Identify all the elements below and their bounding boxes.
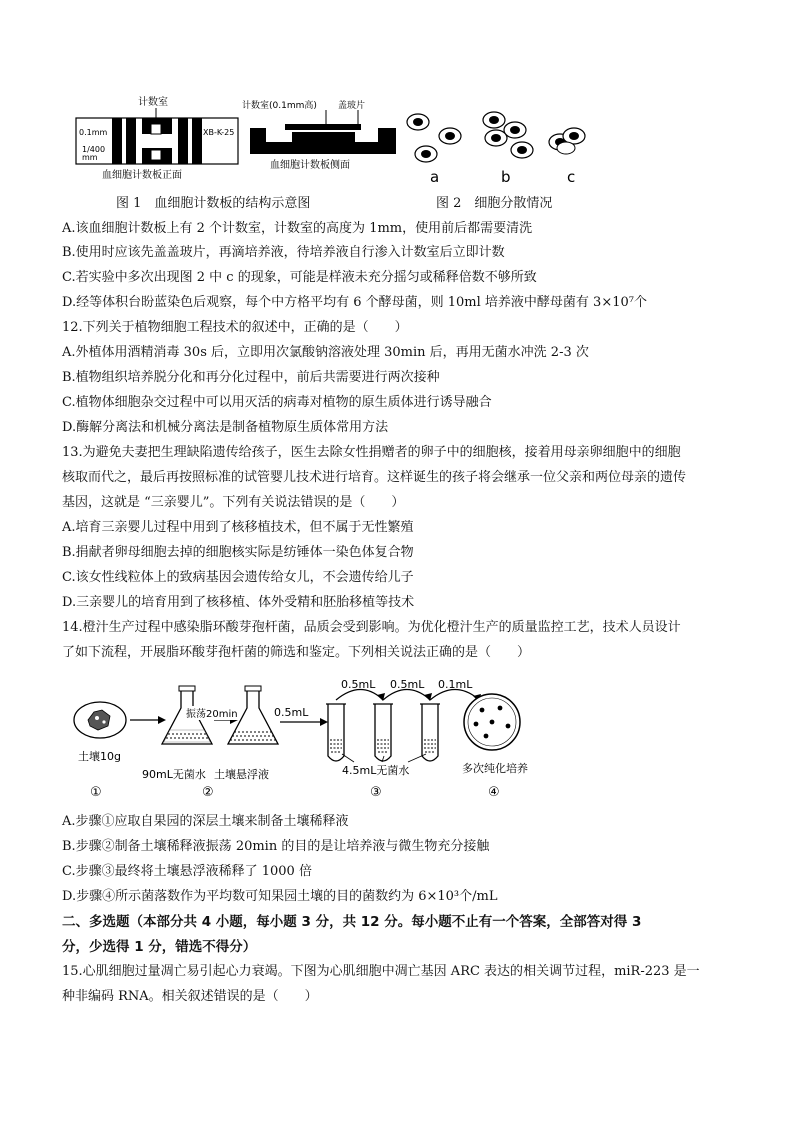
cell-dispersion-b	[483, 112, 533, 158]
label-suspension: 土壤悬浮液	[214, 768, 269, 781]
label-shake: 振荡20min	[186, 709, 238, 720]
section-2-title-line-1: 二、多选题（本部分共 4 小题，每小题 3 分，共 12 分。每小题不止有一个答案，全部答对得 3	[62, 914, 642, 930]
q14-stem-line-1: 14.橙汁生产过程中感染脂环酸芽孢杆菌，品质会受到影响。为优化橙汁生产的质量监控工艺，技术人员设计	[62, 620, 681, 635]
step-3-label: ③	[370, 785, 382, 800]
label-b: b	[501, 168, 511, 186]
step-4-label: ④	[488, 785, 500, 800]
q11-option-b: B.使用时应该先盖盖玻片，再滴培养液，待培养液自行渗入计数室后立即计数	[62, 245, 505, 260]
q12-stem: 12.下列关于植物细胞工程技术的叙述中，正确的是（ ）	[62, 320, 408, 335]
label-count-room-side: 计数室(0.1mm高)	[242, 101, 317, 111]
label-model: XB-K-25	[203, 128, 235, 137]
q12-option-b: B.植物组织培养脱分化和再分化过程中，前后共需要进行两次接种	[62, 370, 440, 385]
label-coverslip: 盖玻片	[338, 101, 366, 111]
step-2-label: ②	[202, 785, 214, 800]
q13-option-b: B.捐献者卵母细胞去掉的细胞核实际是纺锤体一染色体复合物	[62, 545, 414, 560]
q15-stem-line-1: 15.心肌细胞过量凋亡易引起心力衰竭。下图为心肌细胞中凋亡基因 ARC 表达的相关调节过程，miR-223 是一	[62, 964, 700, 979]
q11-option-a: A.该血细胞计数板上有 2 个计数室，计数室的高度为 1mm，使用前后都需要清洗	[62, 221, 533, 236]
q13-option-a: A.培育三亲婴儿过程中用到了核移植技术，但不属于无性繁殖	[62, 520, 414, 535]
label-01mm: 0.1mm	[79, 128, 108, 137]
q14-option-c: C.步骤③最终将土壤悬浮液稀释了 1000 倍	[62, 864, 312, 879]
q13-stem-line-2: 核取而代之，最后再按照标准的试管婴儿技术进行培育。这样诞生的孩子将会继承一位父亲和两位母亲的遗传	[62, 470, 687, 485]
label-mm: mm	[82, 153, 98, 162]
step-1-label: ①	[90, 785, 102, 800]
label-1-400: 1/400	[82, 145, 106, 154]
label-water-90: 90mL无菌水	[142, 768, 206, 781]
counting-chamber-side-view	[242, 99, 396, 171]
figure-2-caption: 图 2 细胞分散情况	[436, 196, 553, 211]
test-tube-2	[373, 704, 393, 761]
q13-stem-line-1: 13.为避免夫妻把生理缺陷遗传给孩子，医生去除女性捐赠者的卵子中的细胞核，接着用母亲卵细胞中的细胞	[62, 445, 681, 460]
q15-stem-line-2: 种非编码 RNA。相关叙述错误的是（ ）	[62, 989, 318, 1004]
q11-option-d: D.经等体积台盼蓝染色后观察，每个中方格平均有 6 个酵母菌，则 10ml 培养液中酵母菌有 3×10⁷个	[62, 295, 647, 310]
label-count-room: 计数室	[138, 97, 168, 108]
soil-sample-icon	[74, 702, 126, 738]
section-2-title-line-2: 分，少选得 1 分，错选不得分）	[62, 939, 257, 955]
label-water-4-5: 4.5mL无菌水	[342, 764, 410, 777]
label-transfer-0-1: 0.1mL	[438, 678, 473, 691]
label-soil: 土壤10g	[78, 750, 121, 763]
cell-dispersion-c	[549, 128, 585, 154]
q14-option-b: B.步骤②制备土壤稀释液振荡 20min 的目的是让培养液与微生物充分接触	[62, 839, 490, 854]
test-tube-3	[420, 704, 440, 761]
q14-option-d: D.步骤④所示菌落数作为平均数可知果园土壤的目的菌数约为 6×10³个/mL	[62, 889, 498, 904]
label-c: c	[567, 168, 576, 186]
q13-option-c: C.该女性线粒体上的致病基因会遗传给女儿，不会遗传给儿子	[62, 570, 414, 585]
label-purify: 多次纯化培养	[462, 762, 528, 775]
label-transfer-0-5-first: 0.5mL	[274, 706, 309, 719]
q12-option-a: A.外植体用酒精消毒 30s 后，立即用次氯酸钠溶液处理 30min 后，再用无菌水冲洗 2-3 次	[62, 345, 589, 360]
counting-chamber-front-view	[76, 95, 238, 181]
q14-stem-line-2: 了如下流程，开展脂环酸芽孢杆菌的筛选和鉴定。下列相关说法正确的是（ ）	[62, 645, 531, 660]
test-tube-1	[326, 704, 346, 761]
label-side: 血细胞计数板侧面	[270, 160, 350, 171]
figure-1-and-2	[60, 90, 620, 200]
cell-dispersion-a	[407, 114, 461, 162]
label-front: 血细胞计数板正面	[102, 170, 182, 181]
q12-option-d: D.酶解分离法和机械分离法是制备植物原生质体常用方法	[62, 420, 389, 435]
q12-option-c: C.植物体细胞杂交过程中可以用灭活的病毒对植物的原生质体进行诱导融合	[62, 395, 492, 410]
screening-flow-diagram	[64, 668, 554, 806]
petri-dish	[464, 694, 520, 750]
q13-stem-line-3: 基因，这就是 “三亲婴儿”。下列有关说法错误的是（ ）	[62, 495, 405, 510]
label-a: a	[430, 168, 440, 186]
label-transfer-0-5-third: 0.5mL	[390, 678, 425, 691]
q11-option-c: C.若实验中多次出现图 2 中 c 的现象，可能是样液未充分摇匀或稀释倍数不够所致	[62, 270, 537, 285]
figure-1-caption: 图 1 血细胞计数板的结构示意图	[116, 196, 311, 211]
label-transfer-0-5-second: 0.5mL	[341, 678, 376, 691]
q14-option-a: A.步骤①应取自果园的深层土壤来制备土壤稀释液	[62, 814, 349, 829]
q13-option-d: D.三亲婴儿的培育用到了核移植、体外受精和胚胎移植等技术	[62, 595, 415, 610]
